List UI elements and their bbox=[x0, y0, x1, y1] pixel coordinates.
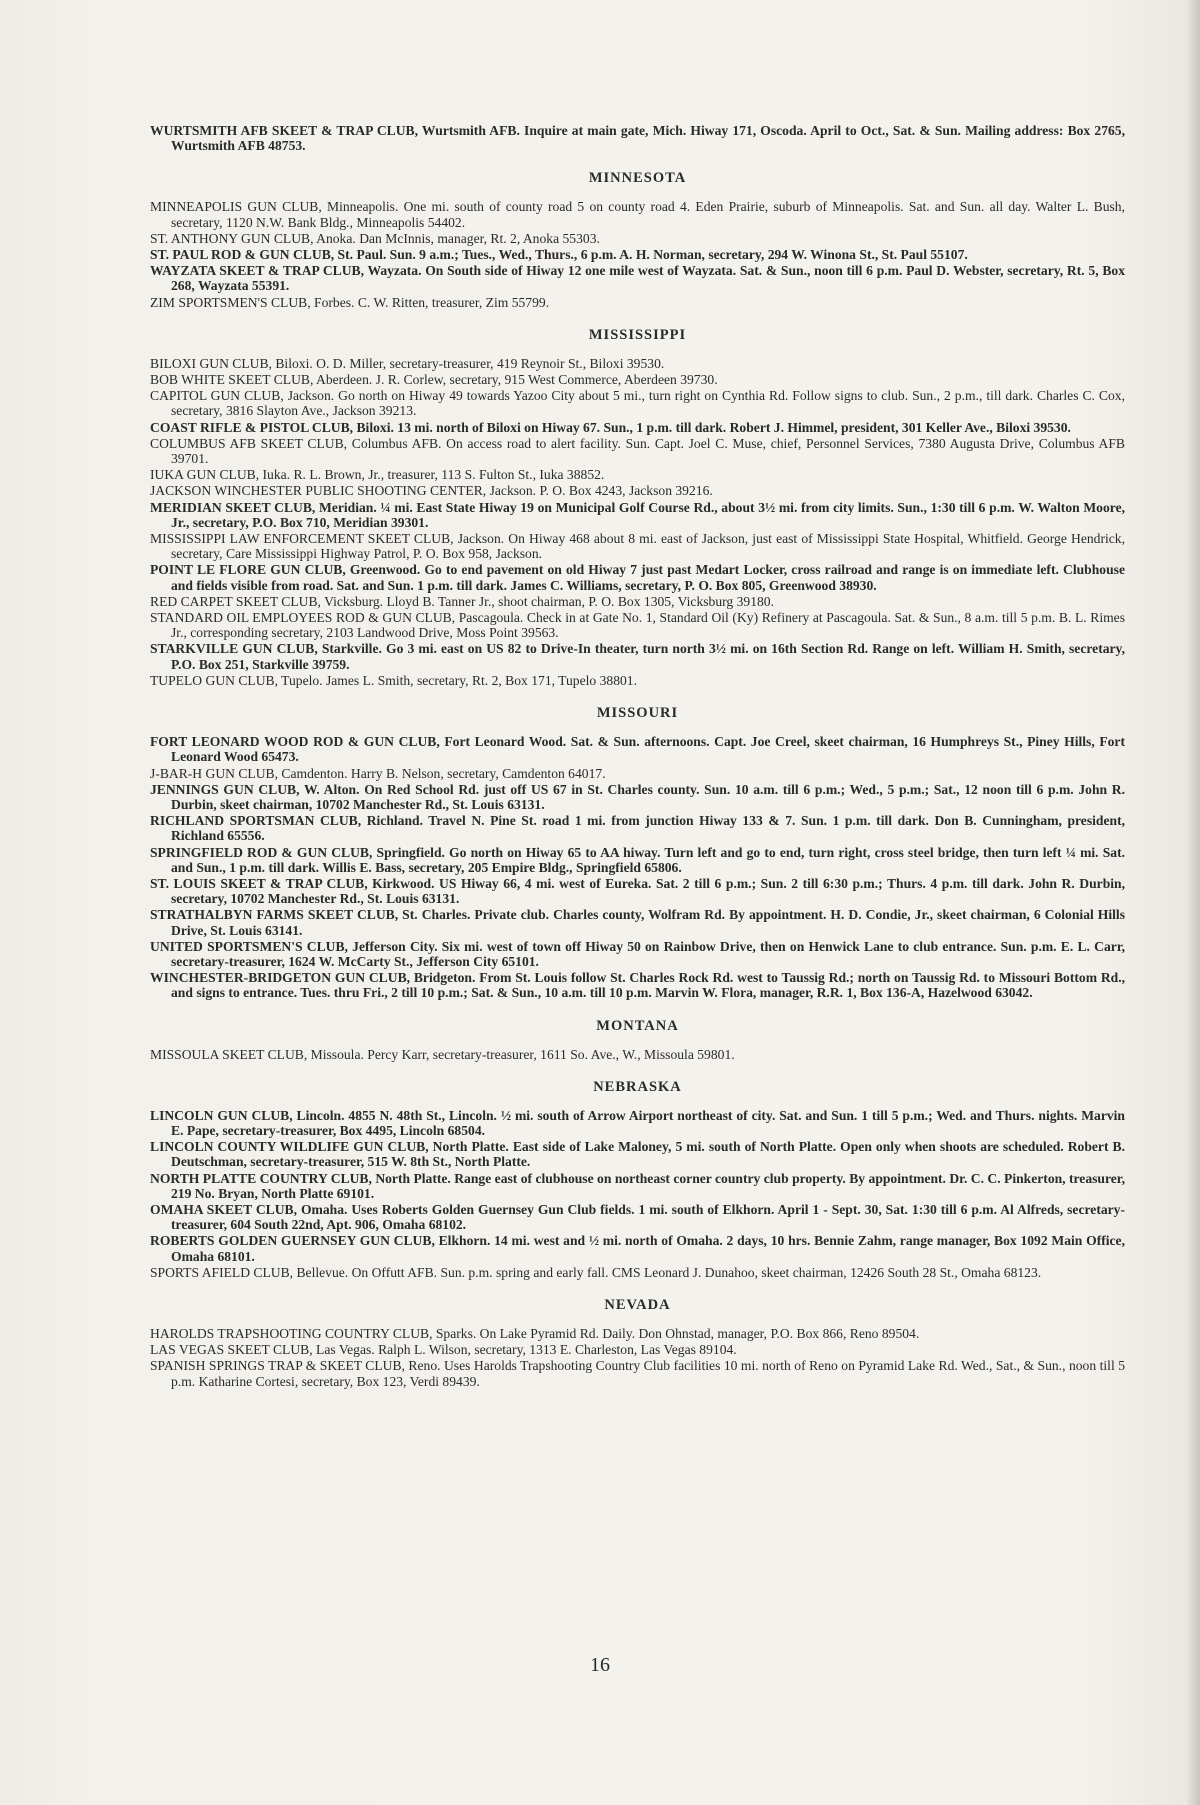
club-entry: SPANISH SPRINGS TRAP & SKEET CLUB, Reno. Uses Harolds Trapshooting Country Club facilities 10 mi. north of Reno on Pyramid Lake Rd. Wed., Sat., & Sun., noon till 5 p.m. Katharine Cortesi, secretary, Box 123, Verdi 89439. bbox=[150, 1358, 1125, 1389]
club-entry: COLUMBUS AFB SKEET CLUB, Columbus AFB. On access road to alert facility. Sun. Capt. Joel C. Muse, chief, Personnel Services, 7380 Augusta Drive, Columbus AFB 39701. bbox=[150, 435, 1125, 467]
club-entry: RICHLAND SPORTSMAN CLUB, Richland. Travel N. Pine St. road 1 mi. from junction Hiway 133 & 7. Sun. 1 p.m. till dark. Don B. Cunningham, president, Richland 65556. bbox=[150, 813, 1125, 844]
state-heading: MINNESOTA bbox=[588, 170, 687, 187]
club-entry: IUKA GUN CLUB, Iuka. R. L. Brown, Jr., treasurer, 113 S. Fulton St., Iuka 38852. bbox=[150, 467, 605, 483]
club-entry: SPRINGFIELD ROD & GUN CLUB, Springfield. Go north on Hiway 65 to AA hiway. Turn left and go to end, turn right, cross steel bridge, then turn left ¼ mi. Sat. and Sun., 1 p.m. till dark. Willis E. Bass, secretary, 205 Empire Bldg., Springfield 65806. bbox=[150, 844, 1125, 875]
club-entry: STRATHALBYN FARMS SKEET CLUB, St. Charles. Private club. Charles county, Wolfram Rd. By appointment. H. D. Condie, Jr., skeet chairman, 6 Colonial Hills Drive, St. Louis 63141. bbox=[150, 907, 1125, 938]
club-entry: ZIM SPORTSMEN'S CLUB, Forbes. C. W. Ritten, treasurer, Zim 55799. bbox=[150, 294, 550, 310]
club-entry: COAST RIFLE & PISTOL CLUB, Biloxi. 13 mi. north of Biloxi on Hiway 67. Sun., 1 p.m. till dark. Robert J. Himmel, president, 301 Keller Ave., Biloxi 39530. bbox=[150, 419, 1071, 435]
club-entry: FORT LEONARD WOOD ROD & GUN CLUB, Fort Leonard Wood. Sat. & Sun. afternoons. Capt. Joe Creel, skeet chairman, 16 Humphreys St., Piney Hills, Fort Leonard Wood 65473. bbox=[150, 734, 1125, 765]
club-entry: ST. LOUIS SKEET & TRAP CLUB, Kirkwood. US Hiway 66, 4 mi. west of Eureka. Sat. 2 till 6 p.m.; Sun. 2 till 6:30 p.m.; Thurs. 4 p.m. till dark. John R. Durbin, secretary, 10702 Manchester Rd., St. Louis 63131. bbox=[150, 875, 1125, 907]
club-entry: STANDARD OIL EMPLOYEES ROD & GUN CLUB, Pascagoula. Check in at Gate No. 1, Standard Oil (Ky) Refinery at Pascagoula. Sat. & Sun., 8 a.m. till 5 p.m. B. L. Rimes Jr., corresponding secretary, 2103 Landwood Drive, Moss Point 39563. bbox=[150, 610, 1125, 641]
club-entry: TUPELO GUN CLUB, Tupelo. James L. Smith, secretary, Rt. 2, Box 171, Tupelo 38801. bbox=[150, 672, 637, 688]
club-entry: STARKVILLE GUN CLUB, Starkville. Go 3 mi. east on US 82 to Drive-In theater, turn north 3½ mi. on 16th Section Rd. Range on left. William H. Smith, secretary, P.O. Box 251, Starkville 39759. bbox=[150, 641, 1125, 672]
club-entry: LAS VEGAS SKEET CLUB, Las Vegas. Ralph L. Wilson, secretary, 1313 E. Charleston, Las Vegas 89104. bbox=[150, 1342, 737, 1358]
club-entry: BOB WHITE SKEET CLUB, Aberdeen. J. R. Corlew, secretary, 915 West Commerce, Aberdeen 39730. bbox=[150, 372, 718, 388]
state-heading: MONTANA bbox=[596, 1017, 679, 1034]
club-entry: MISSOULA SKEET CLUB, Missoula. Percy Karr, secretary-treasurer, 1611 So. Ave., W., Missoula 59801. bbox=[150, 1046, 735, 1062]
state-heading: NEVADA bbox=[604, 1296, 671, 1313]
state-section bbox=[150, 170, 1125, 309]
club-entry: LINCOLN GUN CLUB, Lincoln. 4855 N. 48th St., Lincoln. ½ mi. south of Arrow Airport northeast of city. Sat. and Sun. 1 till 5 p.m.; Wed. and Thurs. nights. Marvin E. Pape, secretary-treasurer, Box 4495, Lincoln 68504. bbox=[150, 1107, 1125, 1138]
club-entry: HAROLDS TRAPSHOOTING COUNTRY CLUB, Sparks. On Lake Pyramid Rd. Daily. Don Ohnstad, manager, P.O. Box 866, Reno 89504. bbox=[150, 1325, 920, 1341]
club-entry: JACKSON WINCHESTER PUBLIC SHOOTING CENTER, Jackson. P. O. Box 4243, Jackson 39216. bbox=[150, 483, 713, 499]
club-entry: NORTH PLATTE COUNTRY CLUB, North Platte. Range east of clubhouse on northeast corner country club property. By appointment. Dr. C. C. Pinkerton, treasurer, 219 No. Bryan, North Platte 69101. bbox=[150, 1170, 1125, 1201]
directory-content bbox=[150, 123, 1125, 1390]
club-entry: CAPITOL GUN CLUB, Jackson. Go north on Hiway 49 towards Yazoo City about 5 mi., turn right on Cynthia Rd. Follow signs to club. Sun., 2 p.m., till dark. Charles C. Cox, secretary, 3816 Slayton Ave., Jackson 39213. bbox=[150, 388, 1125, 419]
club-entry: JENNINGS GUN CLUB, W. Alton. On Red School Rd. just off US 67 in St. Charles county. Sun. 10 a.m. till 6 p.m.; Wed., 5 p.m.; Sat., 12 noon till 6 p.m. John R. Durbin, skeet chairman, 10702 Manchester Rd., St. Louis 63131. bbox=[150, 781, 1125, 812]
club-entry: MISSISSIPPI LAW ENFORCEMENT SKEET CLUB, Jackson. On Hiway 468 about 8 mi. east of Jackson, just east of Mississippi State Hospital, Whitfield. George Hendrick, secretary, Care Mississippi Highway Patrol, P. O. Box 958, Jackson. bbox=[150, 531, 1125, 562]
page-number: 16 bbox=[590, 1654, 610, 1676]
club-entry: LINCOLN COUNTY WILDLIFE GUN CLUB, North Platte. East side of Lake Maloney, 5 mi. south of North Platte. Open only when shoots are scheduled. Robert B. Deutschman, secretary-treasurer, 515 W. 8th St., North Platte. bbox=[150, 1139, 1125, 1170]
state-heading: NEBRASKA bbox=[593, 1078, 682, 1095]
state-section bbox=[150, 705, 1125, 1000]
club-entry: WURTSMITH AFB SKEET & TRAP CLUB, Wurtsmith AFB. Inquire at main gate, Mich. Hiway 171, Oscoda. April to Oct., Sat. & Sun. Mailing address: Box 2765, Wurtsmith AFB 48753. bbox=[150, 123, 1125, 154]
club-entry: MERIDIAN SKEET CLUB, Meridian. ¼ mi. East State Hiway 19 on Municipal Golf Course Rd., about 3½ mi. from city limits. Sun., 1:30 till 6 p.m. W. Walton Moore, Jr., secretary, P.O. Box 710, Meridian 39301. bbox=[150, 499, 1125, 530]
state-heading: MISSISSIPPI bbox=[588, 326, 687, 343]
state-section bbox=[150, 327, 1125, 688]
page-edge-shadow bbox=[1186, 0, 1200, 1805]
state-section bbox=[150, 1297, 1125, 1389]
club-entry: SPORTS AFIELD CLUB, Bellevue. On Offutt AFB. Sun. p.m. spring and early fall. CMS Leonard J. Dunahoo, skeet chairman, 12426 South 28 St., Omaha 68123. bbox=[150, 1264, 1042, 1280]
club-entry: UNITED SPORTSMEN'S CLUB, Jefferson City. Six mi. west of town off Hiway 50 on Rainbow Drive, then on Henwick Lane to club entrance. Sun. p.m. E. L. Carr, secretary-treasurer, 1624 W. McCarty St., Jefferson City 65101. bbox=[150, 938, 1125, 969]
club-entry: WINCHESTER-BRIDGETON GUN CLUB, Bridgeton. From St. Louis follow St. Charles Rock Rd. west to Taussig Rd.; north on Taussig Rd. to Missouri Bottom Rd., and signs to entrance. Tues. thru Fri., 2 till 10 p.m.; Sat. & Sun., 10 a.m. till 10 p.m. Marvin W. Flora, manager, R.R. 1, Box 136-A, Hazelwood 63042. bbox=[150, 970, 1125, 1001]
state-section bbox=[150, 123, 1125, 153]
club-entry: ST. PAUL ROD & GUN CLUB, St. Paul. Sun. 9 a.m.; Tues., Wed., Thurs., 6 p.m. A. H. Norman, secretary, 294 W. Winona St., St. Paul 55107. bbox=[150, 247, 968, 263]
club-entry: WAYZATA SKEET & TRAP CLUB, Wayzata. On South side of Hiway 12 one mile west of Wayzata. Sat. & Sun., noon till 6 p.m. Paul D. Webster, secretary, Rt. 5, Box 268, Wayzata 55391. bbox=[150, 263, 1125, 294]
state-heading: MISSOURI bbox=[596, 705, 679, 722]
club-entry: ST. ANTHONY GUN CLUB, Anoka. Dan McInnis, manager, Rt. 2, Anoka 55303. bbox=[150, 230, 600, 246]
state-section bbox=[150, 1079, 1125, 1280]
club-entry: ROBERTS GOLDEN GUERNSEY GUN CLUB, Elkhorn. 14 mi. west and ½ mi. north of Omaha. 2 days, 10 hrs. Bennie Zahm, range manager, Box 1092 Main Office, Omaha 68101. bbox=[150, 1233, 1125, 1264]
club-entry: RED CARPET SKEET CLUB, Vicksburg. Lloyd B. Tanner Jr., shoot chairman, P. O. Box 1305, Vicksburg 39180. bbox=[150, 593, 774, 609]
state-section bbox=[150, 1018, 1125, 1062]
club-entry: J-BAR-H GUN CLUB, Camdenton. Harry B. Nelson, secretary, Camdenton 64017. bbox=[150, 765, 606, 781]
club-entry: POINT LE FLORE GUN CLUB, Greenwood. Go to end pavement on old Hiway 7 just past Medart Locker, cross railroad and range is on immediate left. Clubhouse and fields visible from road. Sat. and Sun. 1 p.m. till dark. James C. Williams, secretary, P. O. Box 805, Greenwood 38930. bbox=[150, 562, 1125, 593]
club-entry: MINNEAPOLIS GUN CLUB, Minneapolis. One mi. south of county road 5 on county road 4. Eden Prairie, suburb of Minneapolis. Sat. and Sun. all day. Walter L. Bush, secretary, 1120 N.W. Bank Bldg., Minneapolis 54402. bbox=[150, 199, 1125, 230]
club-entry: OMAHA SKEET CLUB, Omaha. Uses Roberts Golden Guernsey Gun Club fields. 1 mi. south of Elkhorn. April 1 - Sept. 30, Sat. 1:30 till 6 p.m. Al Alfreds, secretary-treasurer, 604 South 22nd, Apt. 906, Omaha 68102. bbox=[150, 1201, 1125, 1233]
club-entry: BILOXI GUN CLUB, Biloxi. O. D. Miller, secretary-treasurer, 419 Reynoir St., Biloxi 39530. bbox=[150, 355, 665, 371]
